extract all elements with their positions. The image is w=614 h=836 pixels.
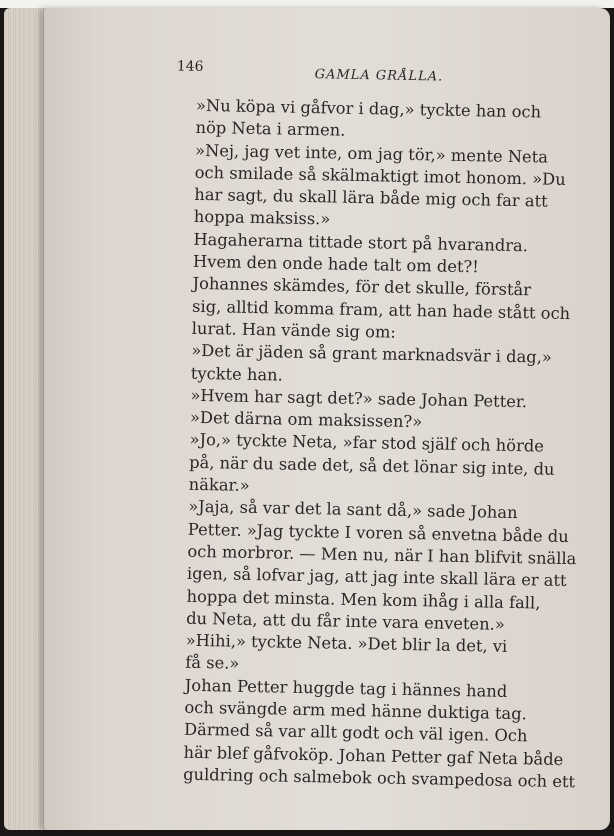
text-line: Hagaherarna tittade stort på hvarandra. (193, 229, 529, 256)
paragraph-10 (140, 674, 563, 727)
text-line: här blef gåfvoköp. Johan Petter gaf Neta både (183, 742, 564, 769)
text-line: »Nej, jag vet inte, om jag tör,» mente Neta (194, 140, 549, 167)
text-line: Hvem den onde hade talt om det?! (192, 251, 479, 277)
text-line: lurat. Han vände sig om: (191, 318, 397, 342)
paragraph-7 (145, 428, 568, 503)
text-line: »Nu köpa vi gåfvor i dag,» tyckte han och (195, 95, 542, 122)
page-header (152, 54, 575, 102)
text-line: »Det därna om maksissen?» (189, 407, 423, 432)
text-line: och smilade så skälmaktigt imot honom. »Du (194, 162, 566, 189)
text-line: »Det är jäden så grant marknadsvär i dag,» (191, 341, 552, 367)
text-line: »Jaja, så var det la sant då,» sade Johan (188, 497, 518, 523)
paragraph-6 (146, 384, 569, 437)
running-title: GAMLA GRÅLLA. (314, 67, 444, 85)
paragraph-9 (141, 629, 564, 682)
text-line: och svängde arm med hänne duktiga tag. (184, 697, 528, 724)
text-line: guldring och salmebok och svampedosa och ett (182, 764, 576, 792)
text-line: näkar.» (188, 474, 250, 495)
paragraph-5 (147, 339, 570, 392)
paragraph-8 (142, 495, 577, 637)
text-line: få se.» (185, 653, 240, 674)
text-line: »Hvem har sagt det?» sade Johan Petter. (190, 385, 528, 412)
page-number: 146 (176, 58, 204, 75)
paragraph-1 (151, 94, 574, 147)
text-line: »Jo,» tyckte Neta, »far stod själf och hörde (189, 430, 545, 457)
text-line: Johannes skämdes, för det skulle, förstår (192, 274, 532, 300)
text-line: Därmed så var allt godt och väl igen. Och (183, 720, 528, 746)
paragraph-4 (148, 272, 571, 347)
paragraph-3 (149, 228, 572, 281)
text-line: nöp Neta i armen. (195, 118, 346, 141)
text-line: du Neta, att du får inte vara enveten.» (185, 608, 505, 634)
text-line: på, när du sade det, så det lönar sig inte, du (188, 452, 555, 479)
text-line: tyckte han. (190, 363, 283, 385)
text-line: hoppa det minsta. Men kom ihåg i alla fall, (186, 586, 541, 613)
top-margin-strip (0, 0, 614, 8)
text-line: »Hihi,» tyckte Neta. »Det blir la det, vi (185, 630, 508, 657)
text-line: och morbror. — Men nu, när I han blifvit snälla (187, 541, 577, 569)
text-line: har sagt, du skall lära både mig och far att (194, 185, 548, 211)
paragraph-11 (139, 718, 576, 793)
text-line: Johan Petter huggde tag i hännes hand (184, 675, 508, 701)
paragraph-2 (150, 139, 574, 236)
text-line: hoppa maksiss.» (193, 207, 331, 229)
text-line: igen, så lofvar jag, att jag inte skall lära er att (186, 563, 567, 591)
text-line: sig, alltid komma fram, att han hade stått och (191, 296, 571, 323)
text-line: Petter. »Jag tyckte I voren så envetna både du (187, 519, 569, 546)
page-text-block (139, 54, 575, 793)
